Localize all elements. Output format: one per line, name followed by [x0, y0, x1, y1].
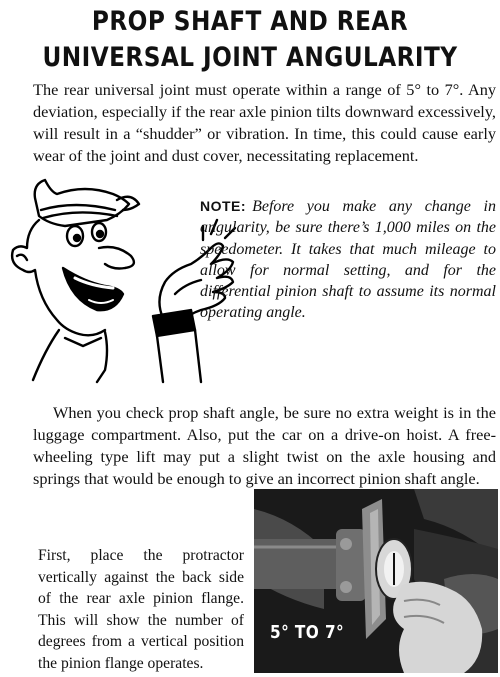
prop-shaft-check-paragraph: When you check prop shaft angle, be sure no extra weight is in the luggage compartment. Also, put the car on a drive-on hoist. A free-wheeling type lift may put a slight twist on the axle housing and springs that would be enough to give an incorrect pinion shaft angle.	[33, 403, 496, 488]
note-box	[200, 196, 496, 324]
page-title	[35, 4, 465, 76]
note-label: NOTE:	[200, 198, 247, 214]
protractor-paragraph: First, place the protractor vertically against the back side of the rear axle pinion flange. This will show the number of degrees from a vertical position the pinion flange operates.	[38, 547, 244, 672]
protractor-photo	[254, 489, 498, 673]
pinion-flange-photo-illustration	[254, 489, 498, 673]
title-line-2: UNIVERSAL JOINT ANGULARITY	[42, 42, 458, 73]
title-line-1: PROP SHAFT AND REAR	[91, 6, 409, 37]
photo-caption-angle-range: 5° TO 7°	[270, 622, 345, 643]
intro-paragraph: The rear universal joint must operate within a range of 5° to 7°. Any deviation, especially if the rear axle pinion tilts downward excessively, will result in a “shudder” or vibration. In time, this could cause early wear of the joint and dust cover, necessitating replacement.	[33, 80, 496, 165]
note-text: Before you make any change in angularity, be sure there’s 1,000 miles on the speedometer. It takes that much mileage to allow for normal setting, and for the differential pinion shaft to assume its normal operating angle.	[200, 198, 496, 322]
